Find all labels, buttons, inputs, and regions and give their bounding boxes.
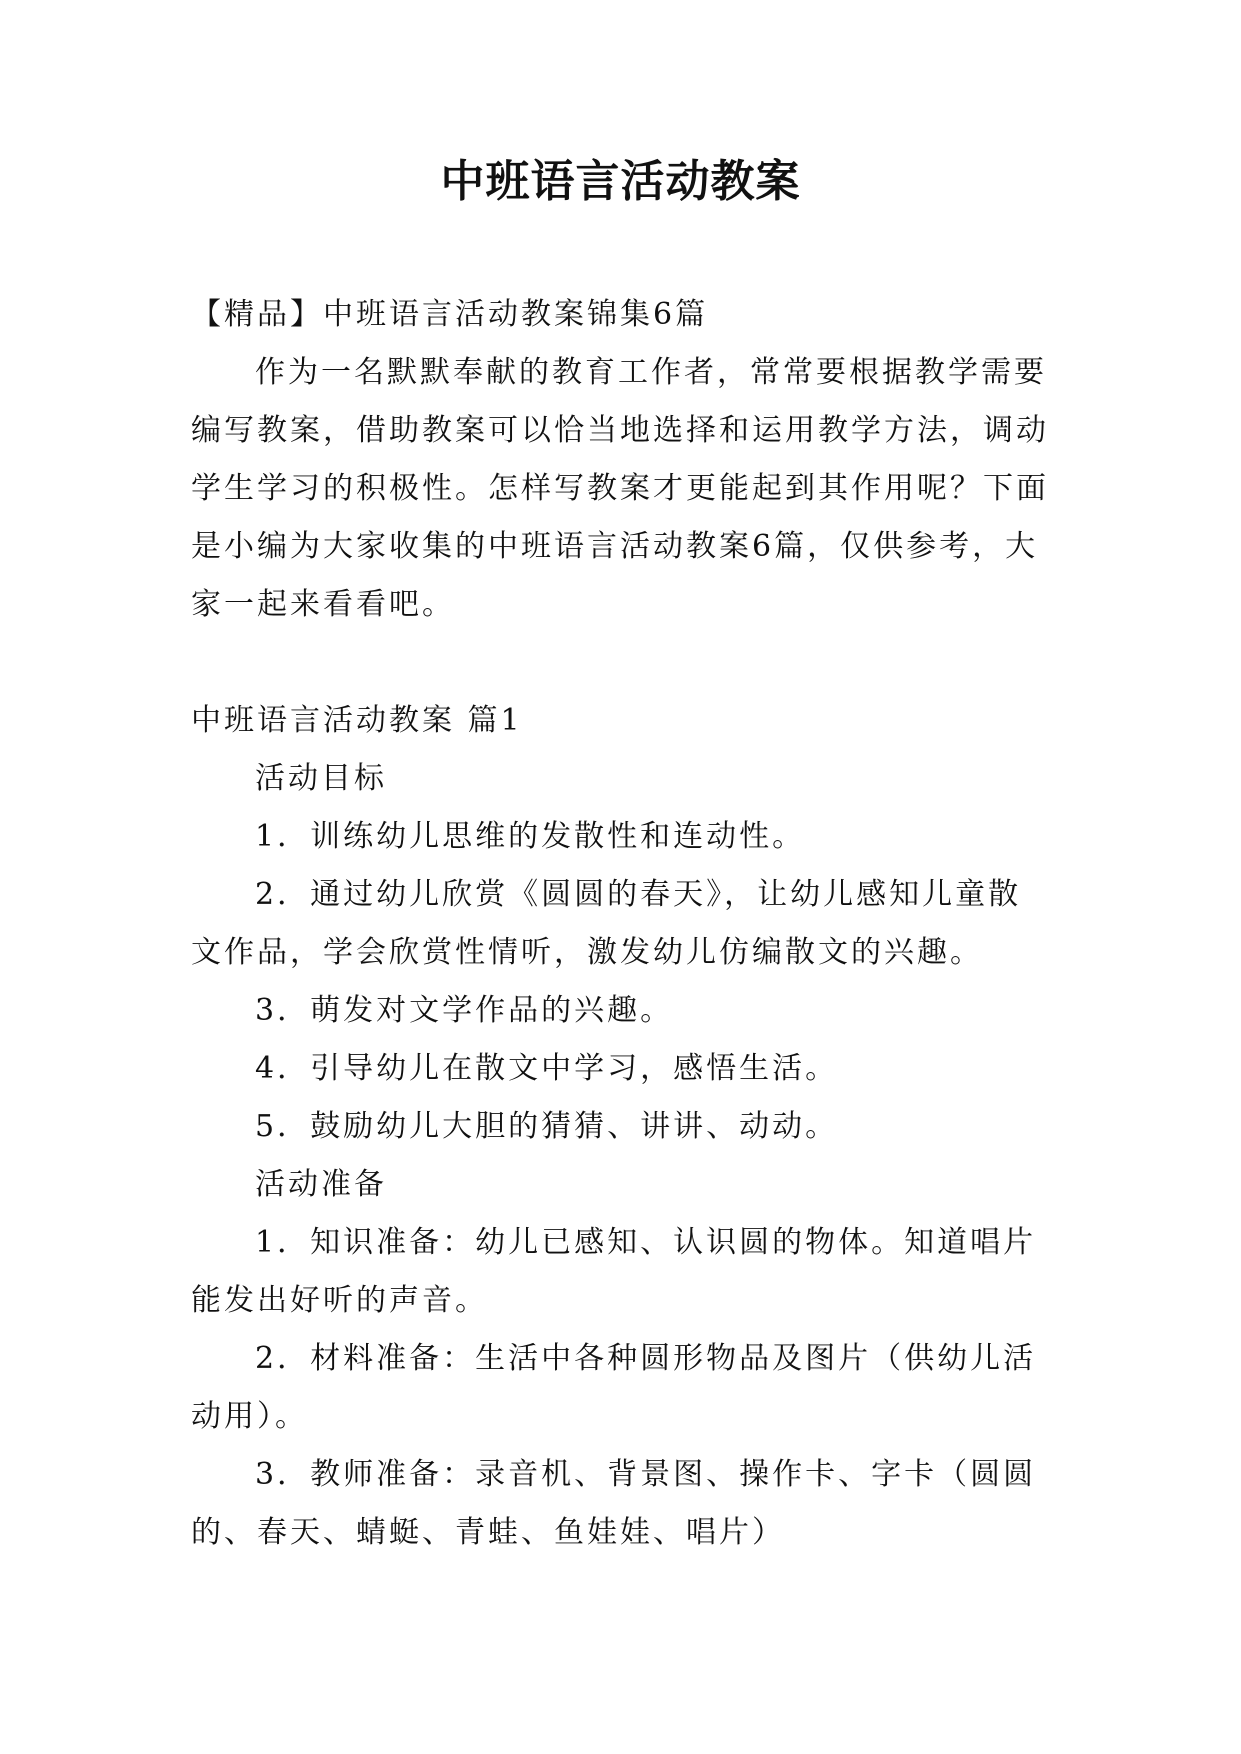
prep-item: 3．教师准备：录音机、背景图、操作卡、字卡（圆圆的、春天、蜻蜓、青蛙、鱼娃娃、唱片） [191, 1457, 1037, 1550]
goal-item: 2．通过幼儿欣赏《圆圆的春天》，让幼儿感知儿童散文作品，学会欣赏性情听，激发幼儿仿编散文的兴趣。 [191, 877, 1022, 970]
document-title: 中班语言活动教案 [440, 156, 801, 207]
section-title: 中班语言活动教案 篇1 [191, 703, 523, 738]
goal-item: 3．萌发对文学作品的兴趣。 [255, 993, 674, 1028]
goal-item: 5．鼓励幼儿大胆的猜猜、讲讲、动动。 [255, 1109, 839, 1144]
prep-item: 1．知识准备：幼儿已感知、认识圆的物体。知道唱片能发出好听的声音。 [191, 1225, 1037, 1318]
intro-paragraph: 作为一名默默奉献的教育工作者，常常要根据教学需要编写教案，借助教案可以恰当地选择和运用教学方法，调动学生学习的积极性。怎样写教案才更能起到其作用呢？下面是小编为大家收集的中班语言活动教案6篇，仅供参考，大家一起来看看吧。 [191, 355, 1049, 622]
document-body [191, 286, 1051, 1562]
prep-heading: 活动准备 [255, 1167, 387, 1202]
prep-item: 2．材料准备：生活中各种圆形物品及图片（供幼儿活动用）。 [191, 1341, 1037, 1434]
document-subtitle: 【精品】中班语言活动教案锦集6篇 [191, 297, 709, 332]
goals-heading: 活动目标 [255, 761, 387, 796]
goal-item: 4．引导幼儿在散文中学习，感悟生活。 [255, 1051, 839, 1086]
goal-item: 1．训练幼儿思维的发散性和连动性。 [255, 819, 806, 854]
